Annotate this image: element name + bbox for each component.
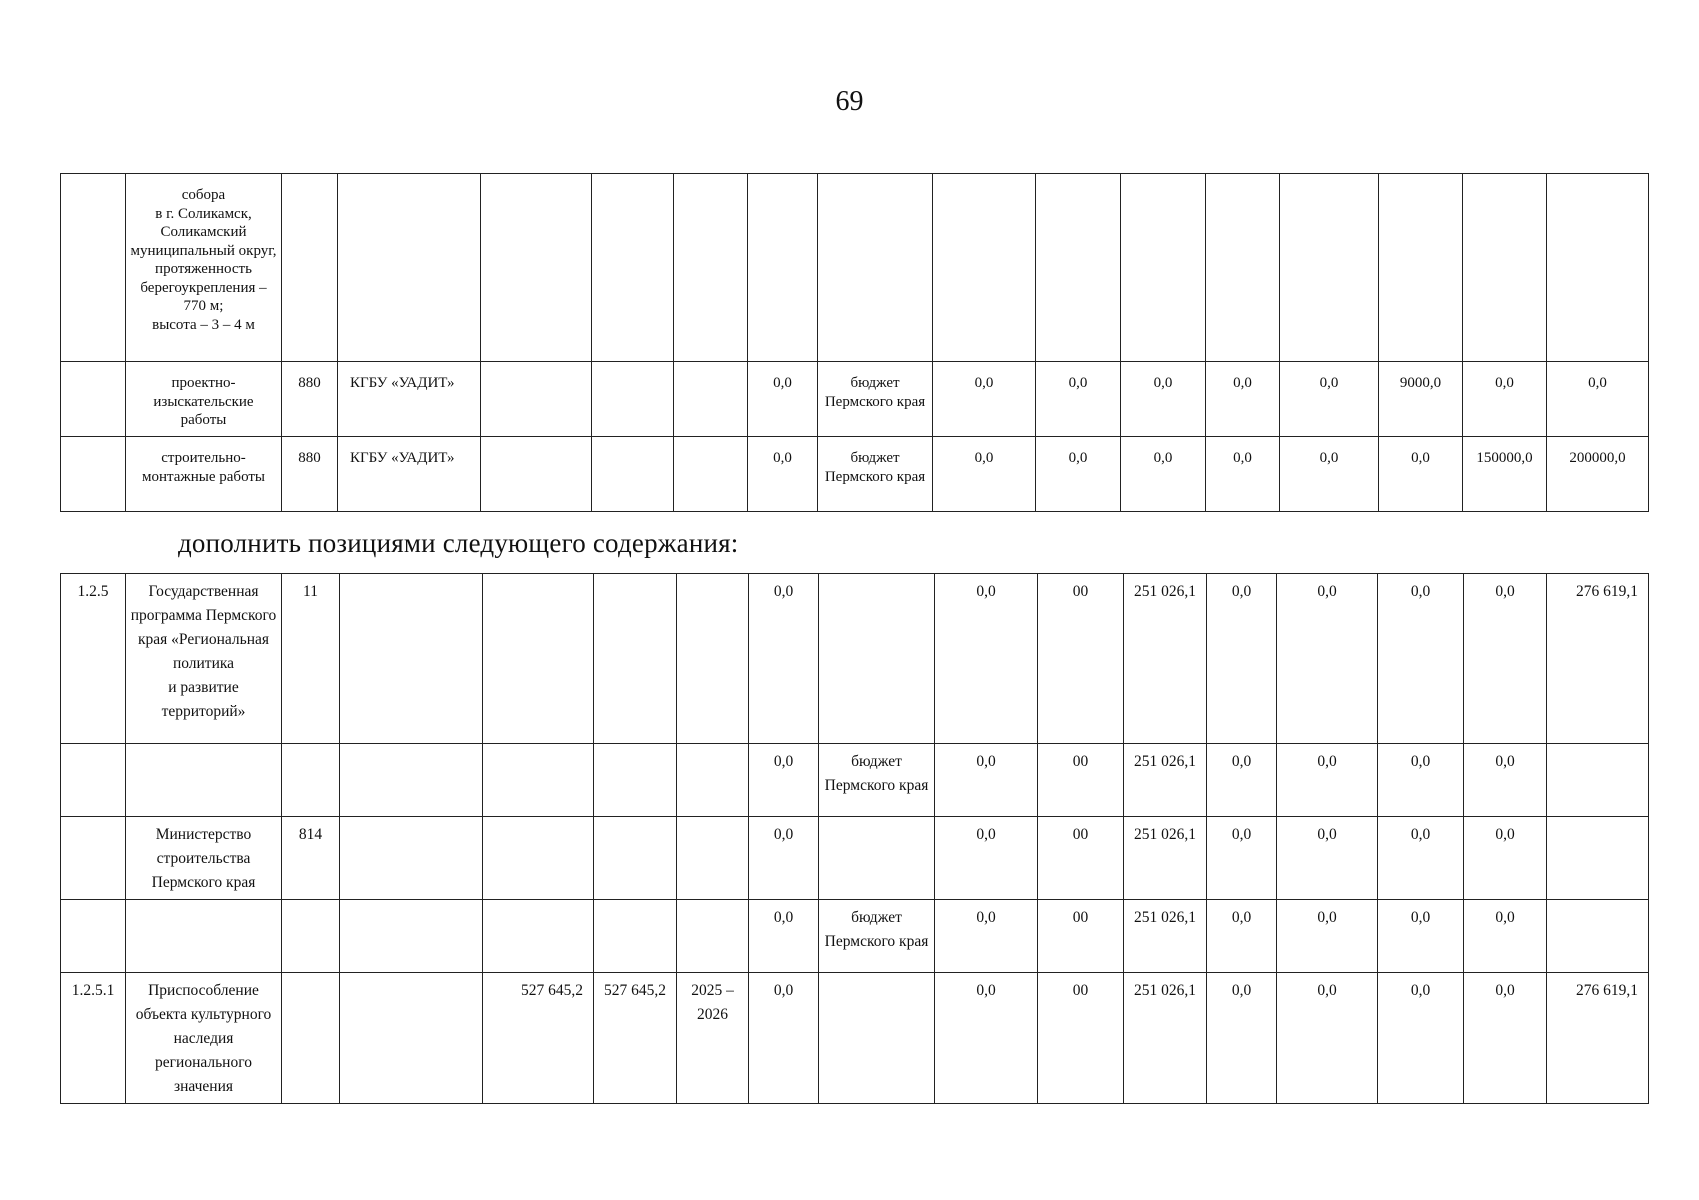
cell-value: 150000,0 (1463, 437, 1547, 512)
cell-code (282, 900, 340, 973)
cell-value: 0,0 (749, 744, 819, 817)
table-row (61, 362, 1649, 437)
cell-value: 251 026,1 (1124, 817, 1207, 900)
cell-value: 0,0 (935, 574, 1038, 744)
cell-value: 0,0 (1277, 973, 1378, 1104)
cell-source: бюджет Пермского края (818, 362, 933, 437)
cell-value (1547, 817, 1649, 900)
cell-value: 0,0 (1277, 744, 1378, 817)
cell-executor (338, 174, 481, 362)
cell-value: 0,0 (1280, 362, 1379, 437)
cell-executor (340, 817, 483, 900)
cell-value: 0,0 (1464, 973, 1547, 1104)
cell-value: 0,0 (1277, 900, 1378, 973)
cell-period (674, 174, 748, 362)
cell-value: 0,0 (1280, 437, 1379, 512)
cell-value (1206, 174, 1280, 362)
budget-table-continued (60, 173, 1649, 512)
cell-value: 0,0 (1378, 817, 1464, 900)
cell-code (282, 174, 338, 362)
cell-cost (481, 174, 592, 362)
cell-value (1280, 174, 1379, 362)
cell-value: 9000,0 (1379, 362, 1463, 437)
cell-value: 0,0 (749, 817, 819, 900)
cell-code: 880 (282, 362, 338, 437)
cell-value: 251 026,1 (1124, 744, 1207, 817)
cell-index (61, 900, 126, 973)
cell-index (61, 744, 126, 817)
cell-value: 0,0 (1121, 437, 1206, 512)
cell-cost-remaining (594, 817, 677, 900)
cell-value: 251 026,1 (1124, 574, 1207, 744)
cell-value: 00 (1038, 817, 1124, 900)
cell-index: 1.2.5.1 (61, 973, 126, 1104)
table-row (61, 174, 1649, 362)
cell-name: Министерство строительства Пермского края (126, 817, 282, 900)
cell-index (61, 437, 126, 512)
cell-value: 0,0 (1378, 574, 1464, 744)
table-row (61, 437, 1649, 512)
cell-name: Приспособление объекта культурного наследия регионального значения (126, 973, 282, 1104)
cell-cost: 527 645,2 (483, 973, 594, 1104)
cell-value (1121, 174, 1206, 362)
cell-period: 2025 – 2026 (677, 973, 749, 1104)
budget-table-additions (60, 573, 1649, 1104)
cell-cost-remaining: 527 645,2 (594, 973, 677, 1104)
cell-source (819, 574, 935, 744)
cell-cost (481, 437, 592, 512)
cell-name (126, 900, 282, 973)
cell-cost-remaining (594, 744, 677, 817)
cell-value: 0,0 (1121, 362, 1206, 437)
cell-code: 880 (282, 437, 338, 512)
cell-source: бюджет Пермского края (819, 744, 935, 817)
cell-value: 00 (1038, 973, 1124, 1104)
cell-value: 0,0 (1036, 362, 1121, 437)
cell-value: 251 026,1 (1124, 900, 1207, 973)
cell-cost (483, 744, 594, 817)
cell-period (674, 362, 748, 437)
cell-value: 0,0 (749, 574, 819, 744)
cell-value (1036, 174, 1121, 362)
cell-value (1547, 174, 1649, 362)
cell-executor: КГБУ «УАДИТ» (338, 362, 481, 437)
cell-index: 1.2.5 (61, 574, 126, 744)
cell-index (61, 362, 126, 437)
cell-value (1547, 744, 1649, 817)
cell-value: 0,0 (1207, 817, 1277, 900)
cell-source (819, 973, 935, 1104)
cell-cost-remaining (592, 362, 674, 437)
cell-source: бюджет Пермского края (819, 900, 935, 973)
cell-value: 00 (1038, 900, 1124, 973)
cell-value: 0,0 (1277, 574, 1378, 744)
cell-executor (340, 900, 483, 973)
cell-value: 00 (1038, 744, 1124, 817)
cell-value: 0,0 (1206, 437, 1280, 512)
cell-cost (481, 362, 592, 437)
cell-value (748, 174, 818, 362)
cell-value: 0,0 (1277, 817, 1378, 900)
cell-code (282, 973, 340, 1104)
cell-cost-remaining (592, 437, 674, 512)
cell-value: 0,0 (1378, 744, 1464, 817)
cell-name: строительно-монтажные работы (126, 437, 282, 512)
cell-value: 0,0 (1378, 900, 1464, 973)
cell-value: 0,0 (935, 900, 1038, 973)
cell-value (1379, 174, 1463, 362)
cell-name: Государственная программа Пермского края «Региональная политика и развитие территорий» (126, 574, 282, 744)
cell-cost (483, 900, 594, 973)
cell-value: 0,0 (1547, 362, 1649, 437)
cell-value: 200000,0 (1547, 437, 1649, 512)
cell-value: 0,0 (1463, 362, 1547, 437)
cell-value: 0,0 (1378, 973, 1464, 1104)
cell-value: 251 026,1 (1124, 973, 1207, 1104)
cell-executor: КГБУ «УАДИТ» (338, 437, 481, 512)
cell-executor (340, 973, 483, 1104)
cell-executor (340, 744, 483, 817)
cell-value: 0,0 (1464, 744, 1547, 817)
cell-value (1463, 174, 1547, 362)
cell-value: 0,0 (1207, 973, 1277, 1104)
cell-name: проектно-изыскательские работы (126, 362, 282, 437)
cell-value (1547, 900, 1649, 973)
cell-period (677, 744, 749, 817)
cell-value: 0,0 (749, 973, 819, 1104)
cell-value: 0,0 (748, 437, 818, 512)
cell-value (933, 174, 1036, 362)
table-row (61, 744, 1649, 817)
cell-value: 0,0 (933, 437, 1036, 512)
cell-value: 0,0 (1379, 437, 1463, 512)
cell-source (818, 174, 933, 362)
cell-value: 0,0 (935, 817, 1038, 900)
cell-cost (483, 817, 594, 900)
cell-cost-remaining (594, 574, 677, 744)
cell-code (282, 744, 340, 817)
cell-value: 0,0 (933, 362, 1036, 437)
cell-value: 0,0 (749, 900, 819, 973)
cell-source: бюджет Пермского края (818, 437, 933, 512)
cell-executor (340, 574, 483, 744)
cell-index (61, 817, 126, 900)
cell-value: 0,0 (935, 744, 1038, 817)
cell-period (677, 574, 749, 744)
cell-value: 0,0 (1207, 744, 1277, 817)
table-row (61, 574, 1649, 744)
cell-cost-remaining (594, 900, 677, 973)
cell-value: 0,0 (935, 973, 1038, 1104)
cell-value: 0,0 (1206, 362, 1280, 437)
cell-value: 0,0 (1036, 437, 1121, 512)
amendment-note: дополнить позициями следующего содержания: (178, 528, 739, 558)
cell-cost (483, 574, 594, 744)
cell-code: 11 (282, 574, 340, 744)
page-number: 69 (835, 86, 864, 117)
cell-value: 0,0 (1464, 817, 1547, 900)
cell-cost-remaining (592, 174, 674, 362)
cell-name (126, 744, 282, 817)
cell-value: 0,0 (1464, 574, 1547, 744)
cell-value: 276 619,1 (1547, 574, 1649, 744)
table-row (61, 900, 1649, 973)
table-row (61, 817, 1649, 900)
cell-period (677, 900, 749, 973)
cell-code: 814 (282, 817, 340, 900)
cell-value: 0,0 (1464, 900, 1547, 973)
table-row (61, 973, 1649, 1104)
cell-index (61, 174, 126, 362)
cell-period (674, 437, 748, 512)
cell-period (677, 817, 749, 900)
cell-value: 0,0 (748, 362, 818, 437)
cell-source (819, 817, 935, 900)
cell-value: 276 619,1 (1547, 973, 1649, 1104)
cell-name: собора в г. Соликамск, Соликамский муниципальный округ, протяженность берегоукрепления – 770 м; высота – 3 – 4 м (126, 174, 282, 362)
cell-value: 0,0 (1207, 900, 1277, 973)
cell-value: 00 (1038, 574, 1124, 744)
cell-value: 0,0 (1207, 574, 1277, 744)
